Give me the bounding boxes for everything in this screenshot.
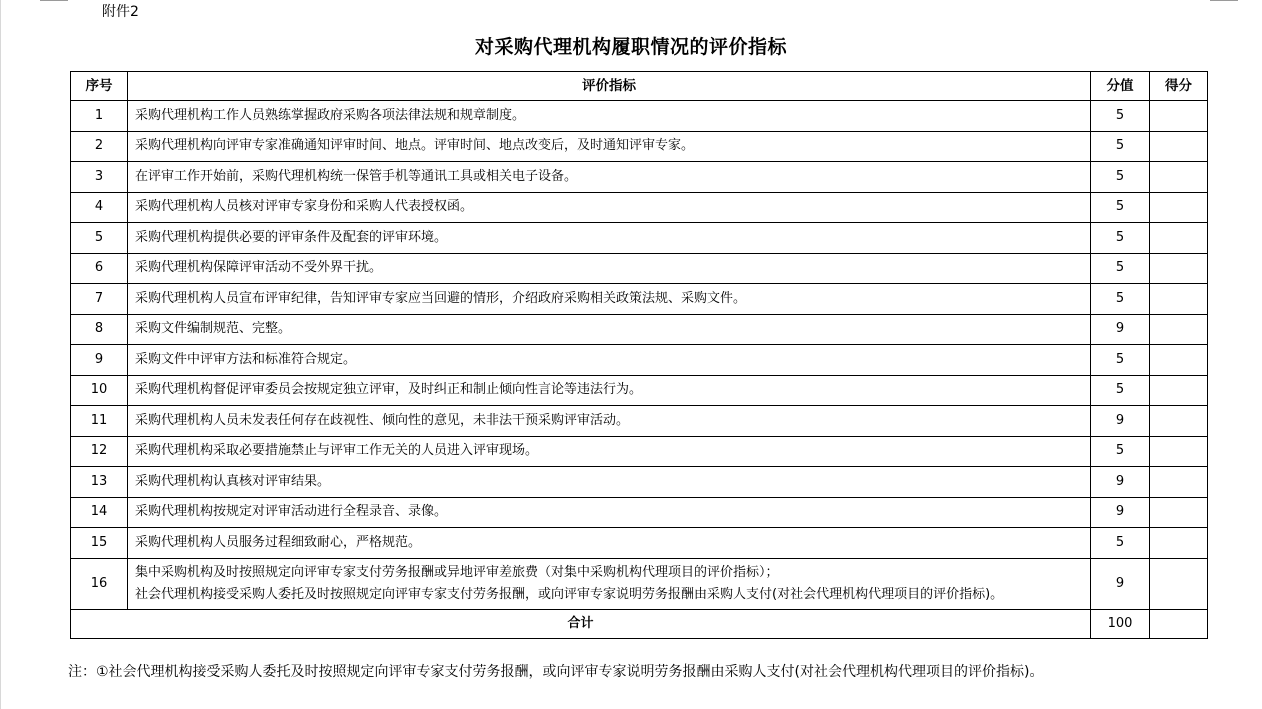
table-row <box>71 375 1208 406</box>
row-number: 6 <box>71 253 128 284</box>
row-number: 10 <box>71 375 128 406</box>
row-score-value: 9 <box>1091 467 1150 498</box>
page-title: 对采购代理机构履职情况的评价指标 <box>474 36 787 58</box>
table-body <box>71 101 1208 639</box>
total-row <box>71 609 1208 638</box>
row-number: 12 <box>71 436 128 467</box>
row-item-text: 采购代理机构人员服务过程细致耐心，严格规范。 <box>128 528 1091 559</box>
row-obtained-score-cell[interactable] <box>1150 497 1208 528</box>
row-number: 3 <box>71 162 128 193</box>
total-score-value: 100 <box>1091 609 1150 638</box>
table-row <box>71 497 1208 528</box>
row-item-text: 采购代理机构人员宣布评审纪律，告知评审专家应当回避的情形，介绍政府采购相关政策法规、采购文件。 <box>128 284 1091 315</box>
row-obtained-score-cell[interactable] <box>1150 223 1208 254</box>
row-score-value: 5 <box>1091 192 1150 223</box>
row-obtained-score-cell[interactable] <box>1150 558 1208 609</box>
row-obtained-score-cell[interactable] <box>1150 101 1208 132</box>
row-number: 9 <box>71 345 128 376</box>
row-item-text: 采购代理机构按规定对评审活动进行全程录音、录像。 <box>128 497 1091 528</box>
row-score-value: 5 <box>1091 162 1150 193</box>
row-score-value: 9 <box>1091 497 1150 528</box>
row-score-value: 5 <box>1091 284 1150 315</box>
row-number: 5 <box>71 223 128 254</box>
row-score-value: 5 <box>1091 528 1150 559</box>
row-item-text: 采购代理机构保障评审活动不受外界干扰。 <box>128 253 1091 284</box>
row-item-text: 采购代理机构提供必要的评审条件及配套的评审环境。 <box>128 223 1091 254</box>
row-item-text: 采购代理机构工作人员熟练掌握政府采购各项法律法规和规章制度。 <box>128 101 1091 132</box>
row-score-value: 5 <box>1091 131 1150 162</box>
evaluation-table <box>70 71 1208 639</box>
total-label: 合计 <box>71 609 1091 638</box>
row-score-value: 5 <box>1091 101 1150 132</box>
table-row <box>71 101 1208 132</box>
row-score-value: 9 <box>1091 406 1150 437</box>
table-row <box>71 314 1208 345</box>
row-score-value: 5 <box>1091 345 1150 376</box>
row-obtained-score-cell[interactable] <box>1150 528 1208 559</box>
row-score-value: 5 <box>1091 375 1150 406</box>
row-item-text: 采购代理机构采取必要措施禁止与评审工作无关的人员进入评审现场。 <box>128 436 1091 467</box>
row-item-text: 采购代理机构人员未发表任何存在歧视性、倾向性的意见，未非法干预采购评审活动。 <box>128 406 1091 437</box>
row-item-text-multiline <box>128 558 1091 609</box>
row-score-value: 9 <box>1091 558 1150 609</box>
total-obtained-score-cell[interactable] <box>1150 609 1208 638</box>
page-edge-rule <box>0 0 1 709</box>
table-row <box>71 253 1208 284</box>
row-score-value: 5 <box>1091 436 1150 467</box>
header-serial-number: 序号 <box>71 72 128 101</box>
row-item-text: 采购代理机构向评审专家准确通知评审时间、地点。评审时间、地点改变后，及时通知评审专家。 <box>128 131 1091 162</box>
row-score-value: 5 <box>1091 253 1150 284</box>
header-evaluation-item: 评价指标 <box>128 72 1091 101</box>
row-item-line-centralized: 集中采购机构及时按照规定向评审专家支付劳务报酬或异地评审差旅费（对集中采购机构代理项目的评价指标）； <box>135 564 779 580</box>
table-row <box>71 436 1208 467</box>
row-item-text: 采购代理机构督促评审委员会按规定独立评审，及时纠正和制止倾向性言论等违法行为。 <box>128 375 1091 406</box>
row-score-value: 9 <box>1091 314 1150 345</box>
row-number: 4 <box>71 192 128 223</box>
table-row <box>71 162 1208 193</box>
footnote: 注：①社会代理机构接受采购人委托及时按照规定向评审专家支付劳务报酬，或向评审专家说明劳务报酬由采购人支付(对社会代理机构代理项目的评价指标)。 <box>68 664 1044 680</box>
table-row-multiline <box>71 558 1208 609</box>
row-number: 1 <box>71 101 128 132</box>
table-row <box>71 284 1208 315</box>
row-obtained-score-cell[interactable] <box>1150 131 1208 162</box>
row-obtained-score-cell[interactable] <box>1150 436 1208 467</box>
row-obtained-score-cell[interactable] <box>1150 345 1208 376</box>
row-number: 2 <box>71 131 128 162</box>
table-row <box>71 528 1208 559</box>
row-obtained-score-cell[interactable] <box>1150 284 1208 315</box>
table-row <box>71 131 1208 162</box>
row-item-line-social-agency: 社会代理机构接受采购人委托及时按照规定向评审专家支付劳务报酬，或向评审专家说明劳务报酬由采购人支付(对社会代理机构代理项目的评价指标)。 <box>135 586 1004 602</box>
row-obtained-score-cell[interactable] <box>1150 375 1208 406</box>
table-row <box>71 406 1208 437</box>
row-item-text: 采购文件编制规范、完整。 <box>128 314 1091 345</box>
row-number: 7 <box>71 284 128 315</box>
table-row <box>71 223 1208 254</box>
row-number: 16 <box>71 558 128 609</box>
row-item-text: 采购代理机构认真核对评审结果。 <box>128 467 1091 498</box>
table-row <box>71 467 1208 498</box>
row-obtained-score-cell[interactable] <box>1150 467 1208 498</box>
row-number: 15 <box>71 528 128 559</box>
row-number: 13 <box>71 467 128 498</box>
row-number: 14 <box>71 497 128 528</box>
row-obtained-score-cell[interactable] <box>1150 406 1208 437</box>
attachment-label: 附件2 <box>102 4 139 20</box>
header-obtained-score: 得分 <box>1150 72 1208 101</box>
row-score-value: 5 <box>1091 223 1150 254</box>
row-item-text: 采购文件中评审方法和标准符合规定。 <box>128 345 1091 376</box>
table-row <box>71 345 1208 376</box>
row-number: 8 <box>71 314 128 345</box>
row-item-text: 在评审工作开始前，采购代理机构统一保管手机等通讯工具或相关电子设备。 <box>128 162 1091 193</box>
corner-crop-mark-left <box>40 0 68 1</box>
table-row <box>71 192 1208 223</box>
row-number: 11 <box>71 406 128 437</box>
row-obtained-score-cell[interactable] <box>1150 314 1208 345</box>
row-obtained-score-cell[interactable] <box>1150 162 1208 193</box>
row-item-text: 采购代理机构人员核对评审专家身份和采购人代表授权函。 <box>128 192 1091 223</box>
corner-crop-mark-right <box>1210 0 1238 1</box>
header-score: 分值 <box>1091 72 1150 101</box>
row-obtained-score-cell[interactable] <box>1150 253 1208 284</box>
row-obtained-score-cell[interactable] <box>1150 192 1208 223</box>
table-header-row <box>71 72 1208 101</box>
